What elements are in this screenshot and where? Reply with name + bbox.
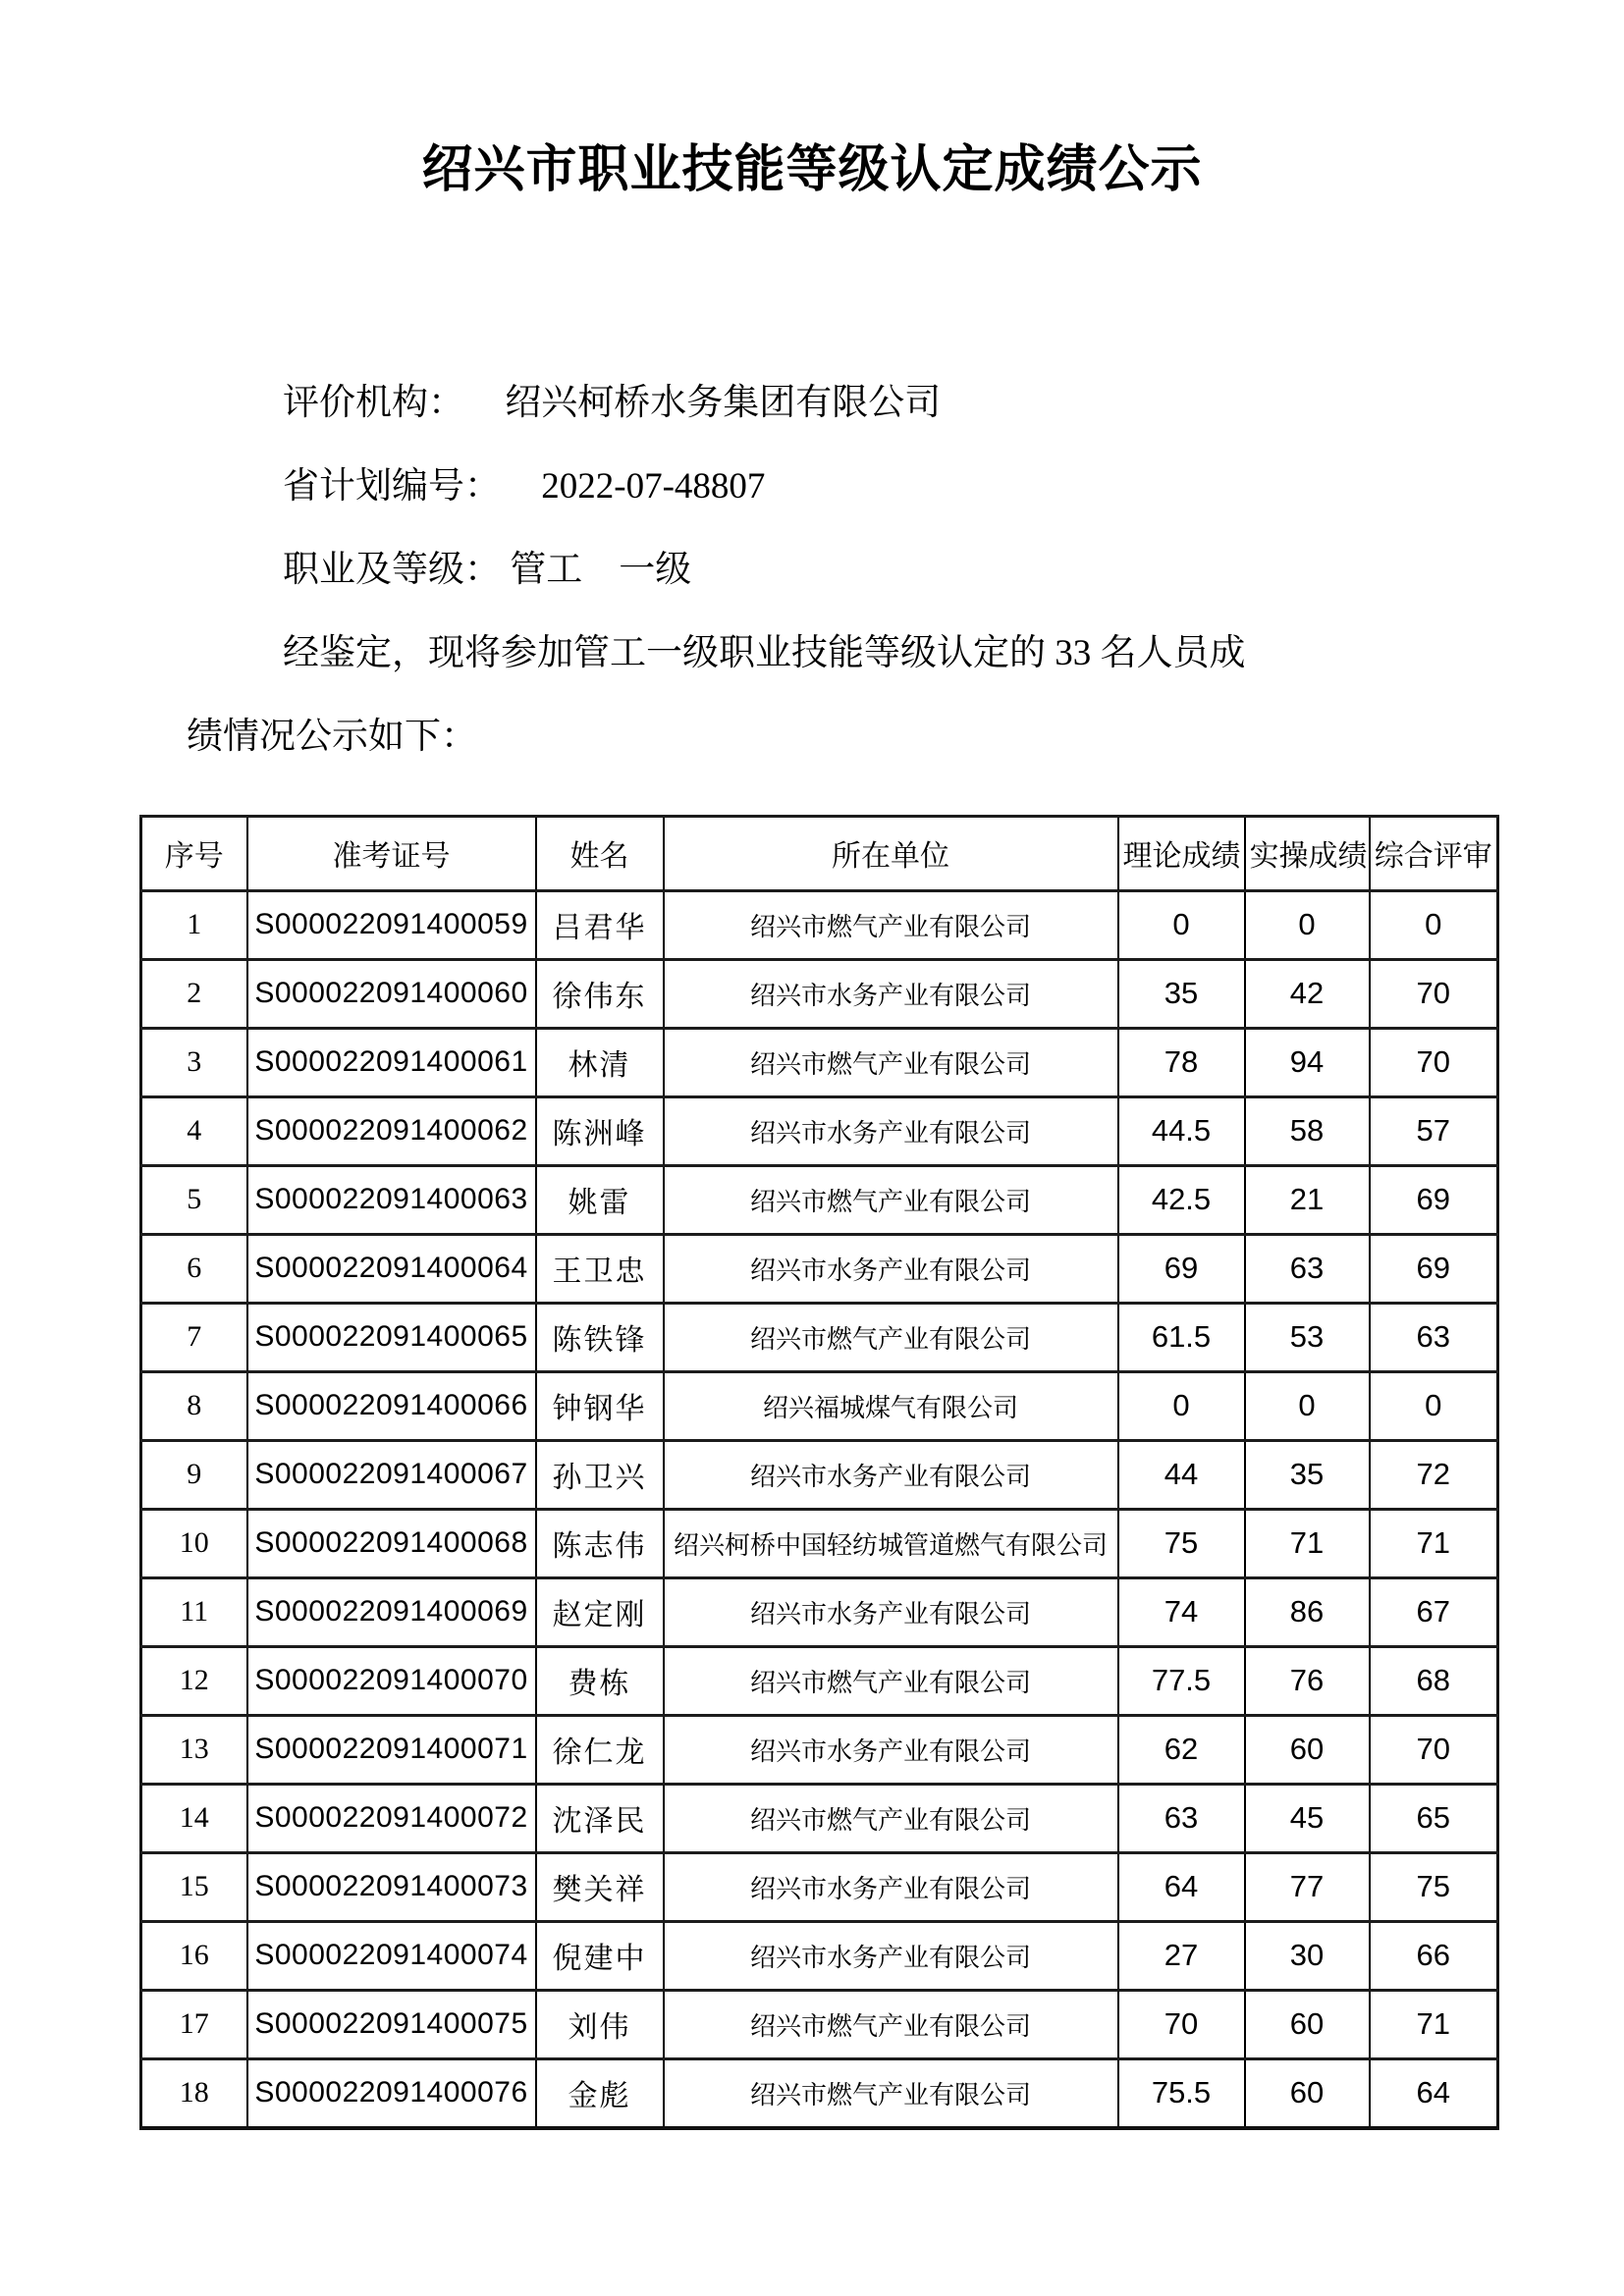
- cell-org: 绍兴市燃气产业有限公司: [664, 2058, 1118, 2128]
- cell-no: 6: [141, 1234, 247, 1303]
- cell-no: 14: [141, 1784, 247, 1852]
- cell-org: 绍兴市水务产业有限公司: [664, 1921, 1118, 1990]
- cell-id: S000022091400059: [247, 890, 536, 959]
- cell-no: 18: [141, 2058, 247, 2128]
- cell-review: 71: [1370, 1509, 1498, 1577]
- cell-org: 绍兴市水务产业有限公司: [664, 1234, 1118, 1303]
- cell-name: 钟钢华: [536, 1371, 664, 1440]
- results-table-body: [141, 890, 1498, 2128]
- header-cell-name: 姓名: [536, 816, 664, 890]
- cell-no: 15: [141, 1852, 247, 1921]
- cell-practice: 45: [1245, 1784, 1370, 1852]
- table-row: [141, 1784, 1498, 1852]
- table-row: [141, 1715, 1498, 1784]
- plan-number-line: [283, 445, 1624, 528]
- cell-practice: 30: [1245, 1921, 1370, 1990]
- cell-no: 10: [141, 1509, 247, 1577]
- cell-theory: 75: [1118, 1509, 1245, 1577]
- cell-id: S000022091400062: [247, 1096, 536, 1165]
- agency-value: 绍兴柯桥水务集团有限公司: [505, 382, 942, 423]
- cell-review: 0: [1370, 1371, 1498, 1440]
- cell-theory: 74: [1118, 1577, 1245, 1646]
- cell-org: 绍兴市水务产业有限公司: [664, 1852, 1118, 1921]
- table-row: [141, 1577, 1498, 1646]
- table-row: [141, 1165, 1498, 1234]
- cell-id: S000022091400064: [247, 1234, 536, 1303]
- cell-name: 赵定刚: [536, 1577, 664, 1646]
- cell-name: 姚雷: [536, 1165, 664, 1234]
- cell-practice: 60: [1245, 1990, 1370, 2058]
- cell-no: 7: [141, 1303, 247, 1371]
- cell-id: S000022091400075: [247, 1990, 536, 2058]
- cell-name: 倪建中: [536, 1921, 664, 1990]
- cell-theory: 77.5: [1118, 1646, 1245, 1715]
- table-row: [141, 1096, 1498, 1165]
- cell-no: 16: [141, 1921, 247, 1990]
- cell-theory: 63: [1118, 1784, 1245, 1852]
- cell-id: S000022091400072: [247, 1784, 536, 1852]
- cell-org: 绍兴市燃气产业有限公司: [664, 1303, 1118, 1371]
- cell-name: 沈泽民: [536, 1784, 664, 1852]
- results-table: [139, 815, 1499, 2130]
- cell-theory: 70: [1118, 1990, 1245, 2058]
- cell-practice: 94: [1245, 1028, 1370, 1096]
- cell-org: 绍兴市燃气产业有限公司: [664, 1165, 1118, 1234]
- table-row: [141, 1440, 1498, 1509]
- cell-org: 绍兴市燃气产业有限公司: [664, 1990, 1118, 2058]
- cell-name: 金彪: [536, 2058, 664, 2128]
- table-row: [141, 1509, 1498, 1577]
- cell-no: 9: [141, 1440, 247, 1509]
- occupation-level-value: 管工 一级: [510, 549, 692, 590]
- cell-practice: 35: [1245, 1440, 1370, 1509]
- cell-id: S000022091400070: [247, 1646, 536, 1715]
- table-row: [141, 1921, 1498, 1990]
- cell-org: 绍兴市水务产业有限公司: [664, 1440, 1118, 1509]
- cell-practice: 58: [1245, 1096, 1370, 1165]
- cell-org: 绍兴市燃气产业有限公司: [664, 1784, 1118, 1852]
- cell-no: 4: [141, 1096, 247, 1165]
- cell-practice: 86: [1245, 1577, 1370, 1646]
- cell-name: 陈铁锋: [536, 1303, 664, 1371]
- cell-practice: 60: [1245, 2058, 1370, 2128]
- page-title: 绍兴市职业技能等级认定成绩公示: [421, 142, 1203, 198]
- cell-review: 75: [1370, 1852, 1498, 1921]
- table-row: [141, 1646, 1498, 1715]
- cell-id: S000022091400067: [247, 1440, 536, 1509]
- cell-theory: 35: [1118, 959, 1245, 1028]
- cell-review: 72: [1370, 1440, 1498, 1509]
- cell-id: S000022091400076: [247, 2058, 536, 2128]
- cell-review: 70: [1370, 1028, 1498, 1096]
- cell-id: S000022091400073: [247, 1852, 536, 1921]
- cell-review: 69: [1370, 1234, 1498, 1303]
- cell-review: 70: [1370, 959, 1498, 1028]
- cell-review: 71: [1370, 1990, 1498, 2058]
- cell-no: 17: [141, 1990, 247, 2058]
- cell-theory: 61.5: [1118, 1303, 1245, 1371]
- cell-name: 樊关祥: [536, 1852, 664, 1921]
- cell-theory: 64: [1118, 1852, 1245, 1921]
- intro-paragraph-line-1: 经鉴定，现将参加管工一级职业技能等级认定的 33 名人员成: [283, 632, 1246, 673]
- cell-name: 费栋: [536, 1646, 664, 1715]
- cell-id: S000022091400068: [247, 1509, 536, 1577]
- cell-name: 王卫忠: [536, 1234, 664, 1303]
- cell-review: 68: [1370, 1646, 1498, 1715]
- header-cell-no: 序号: [141, 816, 247, 890]
- cell-id: S000022091400065: [247, 1303, 536, 1371]
- cell-org: 绍兴市水务产业有限公司: [664, 959, 1118, 1028]
- cell-name: 吕君华: [536, 890, 664, 959]
- cell-id: S000022091400066: [247, 1371, 536, 1440]
- table-row: [141, 1028, 1498, 1096]
- cell-org: 绍兴市水务产业有限公司: [664, 1096, 1118, 1165]
- occupation-level-label: 职业及等级：: [283, 549, 501, 590]
- cell-review: 57: [1370, 1096, 1498, 1165]
- cell-practice: 42: [1245, 959, 1370, 1028]
- cell-theory: 75.5: [1118, 2058, 1245, 2128]
- header-cell-review: 综合评审: [1370, 816, 1498, 890]
- cell-review: 64: [1370, 2058, 1498, 2128]
- cell-theory: 78: [1118, 1028, 1245, 1096]
- agency-label: 评价机构：: [283, 382, 464, 423]
- table-row: [141, 1371, 1498, 1440]
- cell-org: 绍兴市水务产业有限公司: [664, 1715, 1118, 1784]
- cell-id: S000022091400071: [247, 1715, 536, 1784]
- meta-block: [283, 361, 1624, 612]
- cell-name: 林清: [536, 1028, 664, 1096]
- cell-review: 66: [1370, 1921, 1498, 1990]
- cell-practice: 60: [1245, 1715, 1370, 1784]
- table-row: [141, 2058, 1498, 2128]
- cell-practice: 21: [1245, 1165, 1370, 1234]
- cell-name: 孙卫兴: [536, 1440, 664, 1509]
- cell-theory: 44.5: [1118, 1096, 1245, 1165]
- table-row: [141, 959, 1498, 1028]
- cell-practice: 63: [1245, 1234, 1370, 1303]
- header-cell-org: 所在单位: [664, 816, 1118, 890]
- cell-org: 绍兴市燃气产业有限公司: [664, 1646, 1118, 1715]
- header-cell-practice: 实操成绩: [1245, 816, 1370, 890]
- cell-theory: 44: [1118, 1440, 1245, 1509]
- table-row: [141, 1990, 1498, 2058]
- cell-theory: 0: [1118, 890, 1245, 959]
- cell-review: 69: [1370, 1165, 1498, 1234]
- cell-no: 13: [141, 1715, 247, 1784]
- plan-number-value: 2022-07-48807: [541, 465, 766, 507]
- cell-org: 绍兴福城煤气有限公司: [664, 1371, 1118, 1440]
- cell-id: S000022091400063: [247, 1165, 536, 1234]
- header-cell-theory: 理论成绩: [1118, 816, 1245, 890]
- cell-name: 陈志伟: [536, 1509, 664, 1577]
- cell-no: 11: [141, 1577, 247, 1646]
- table-header-row: [141, 816, 1498, 890]
- cell-no: 12: [141, 1646, 247, 1715]
- cell-practice: 0: [1245, 890, 1370, 959]
- cell-practice: 0: [1245, 1371, 1370, 1440]
- cell-practice: 53: [1245, 1303, 1370, 1371]
- cell-name: 陈洲峰: [536, 1096, 664, 1165]
- cell-id: S000022091400061: [247, 1028, 536, 1096]
- cell-name: 刘伟: [536, 1990, 664, 2058]
- cell-theory: 69: [1118, 1234, 1245, 1303]
- plan-number-label: 省计划编号：: [283, 465, 501, 507]
- cell-theory: 27: [1118, 1921, 1245, 1990]
- cell-id: S000022091400069: [247, 1577, 536, 1646]
- cell-review: 0: [1370, 890, 1498, 959]
- cell-org: 绍兴市燃气产业有限公司: [664, 1028, 1118, 1096]
- cell-practice: 71: [1245, 1509, 1370, 1577]
- intro-paragraph-line-2: 绩情况公示如下：: [187, 716, 477, 757]
- cell-theory: 0: [1118, 1371, 1245, 1440]
- cell-theory: 42.5: [1118, 1165, 1245, 1234]
- cell-no: 8: [141, 1371, 247, 1440]
- table-row: [141, 1234, 1498, 1303]
- cell-id: S000022091400074: [247, 1921, 536, 1990]
- cell-name: 徐伟东: [536, 959, 664, 1028]
- intro-paragraph: [187, 612, 1492, 778]
- header-cell-id: 准考证号: [247, 816, 536, 890]
- agency-line: [283, 361, 1624, 445]
- cell-no: 1: [141, 890, 247, 959]
- cell-review: 65: [1370, 1784, 1498, 1852]
- cell-review: 70: [1370, 1715, 1498, 1784]
- cell-name: 徐仁龙: [536, 1715, 664, 1784]
- cell-no: 2: [141, 959, 247, 1028]
- table-row: [141, 890, 1498, 959]
- table-row: [141, 1303, 1498, 1371]
- occupation-level-line: [283, 528, 1624, 612]
- cell-theory: 62: [1118, 1715, 1245, 1784]
- table-row: [141, 1852, 1498, 1921]
- cell-review: 63: [1370, 1303, 1498, 1371]
- cell-org: 绍兴市水务产业有限公司: [664, 1577, 1118, 1646]
- cell-org: 绍兴市燃气产业有限公司: [664, 890, 1118, 959]
- cell-id: S000022091400060: [247, 959, 536, 1028]
- cell-practice: 77: [1245, 1852, 1370, 1921]
- cell-no: 5: [141, 1165, 247, 1234]
- cell-review: 67: [1370, 1577, 1498, 1646]
- cell-practice: 76: [1245, 1646, 1370, 1715]
- cell-no: 3: [141, 1028, 247, 1096]
- cell-org: 绍兴柯桥中国轻纺城管道燃气有限公司: [664, 1509, 1118, 1577]
